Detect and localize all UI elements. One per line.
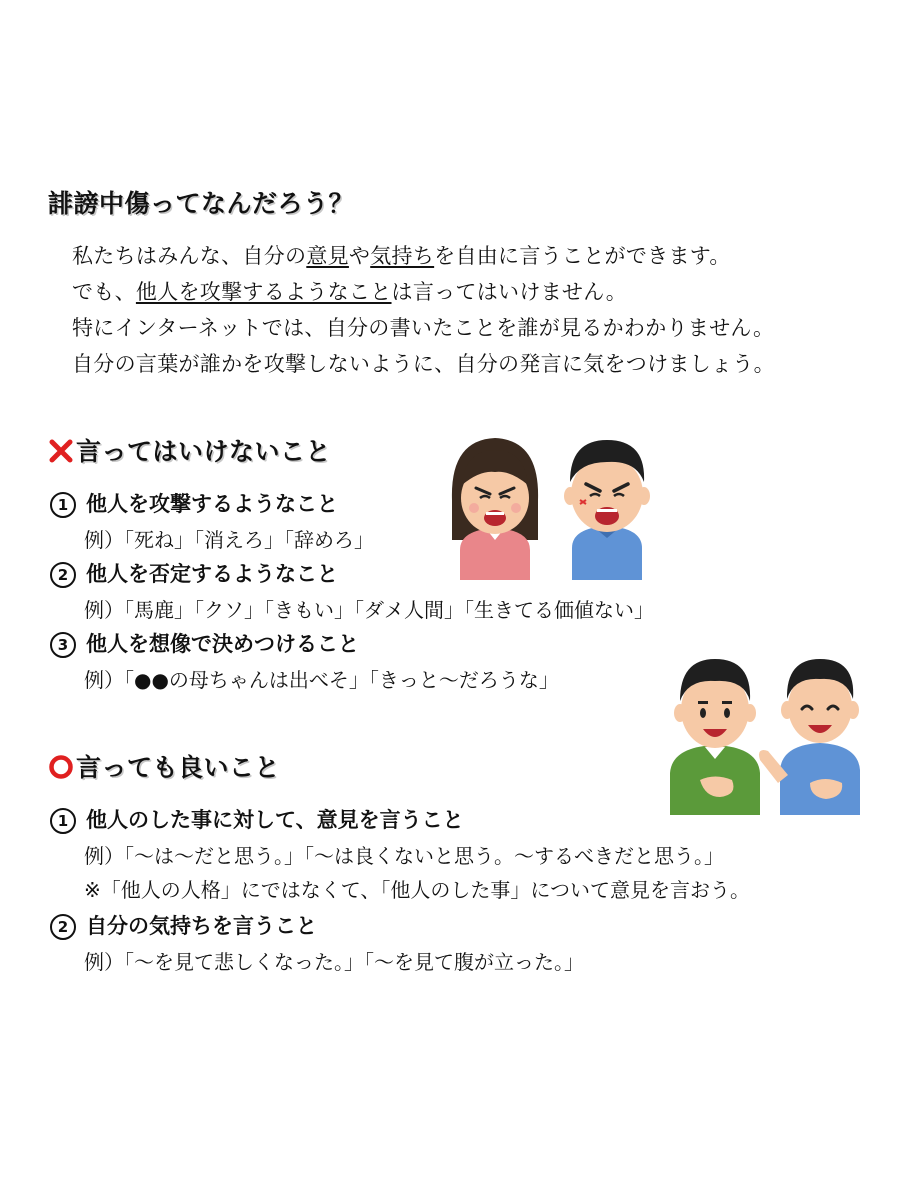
intro-underline-opinion: 意見 [306, 244, 349, 268]
circle-mark-icon [48, 754, 74, 780]
bad-item-2-example: 例）「馬鹿」「クソ」「きもい」「ダメ人間」「生きてる価値ない」 [84, 598, 654, 622]
number-badge: 3 [50, 632, 76, 658]
talking-men-illustration [660, 655, 880, 815]
good-item-2-example: 例）「～を見て悲しくなった。」「～を見て腹が立った。」 [84, 950, 584, 974]
bad-item-title: 他人を否定するようなこと [86, 562, 338, 586]
angry-girl-figure [452, 438, 538, 580]
intro-line-2 [72, 276, 627, 306]
number-badge: 1 [50, 808, 76, 834]
intro-line-4: 自分の言葉が誰かを攻撃しないように、自分の発言に気をつけましょう。 [72, 352, 775, 376]
intro-line-3: 特にインターネットでは、自分の書いたことを誰が見るかわかりません。 [72, 316, 775, 340]
intro-text: や [348, 244, 371, 268]
intro-text: は言ってはいけません。 [391, 280, 628, 304]
good-item-1-note: ※「他人の人格」にではなくて、「他人のした事」について意見を言おう。 [84, 878, 750, 902]
talking-man-blue [759, 659, 860, 815]
bad-item-3 [50, 628, 359, 658]
intro-line-1 [72, 240, 731, 270]
intro-text: を自由に言うことができます。 [434, 244, 731, 268]
good-section-heading [48, 748, 280, 784]
good-item-2 [50, 910, 317, 940]
intro-text: でも、 [72, 280, 136, 304]
cross-mark-icon [48, 438, 74, 464]
good-item-1 [50, 804, 464, 834]
talking-man-green [670, 659, 760, 815]
bad-heading-text: 言ってはいけないこと [76, 437, 332, 466]
bad-item-title: 他人を想像で決めつけること [86, 632, 359, 656]
bad-item-3-example: 例）「●●の母ちゃんは出べそ」「きっと～だろうな」 [84, 668, 559, 692]
bad-section-heading [48, 432, 331, 468]
good-item-1-example: 例）「～は～だと思う。」「～は良くないと思う。～するべきだと思う。」 [84, 844, 724, 868]
number-badge: 2 [50, 914, 76, 940]
bad-item-1-example: 例）「死ね」「消えろ」「辞めろ」 [84, 528, 374, 552]
number-badge: 1 [50, 492, 76, 518]
intro-underline-feelings: 気持ち [370, 244, 435, 268]
angry-children-illustration [440, 430, 660, 580]
angry-boy-figure [564, 440, 650, 580]
bad-item-1 [50, 488, 338, 518]
intro-text: 私たちはみんな、自分の [72, 244, 307, 268]
good-heading-text: 言っても良いこと [76, 753, 281, 782]
intro-underline-attack: 他人を攻撃するようなこと [135, 280, 392, 304]
bad-item-title: 他人を攻撃するようなこと [86, 492, 338, 516]
good-item-title: 他人のした事に対して、意見を言うこと [86, 808, 464, 832]
bad-item-2 [50, 558, 338, 588]
number-badge: 2 [50, 562, 76, 588]
good-item-title: 自分の気持ちを言うこと [86, 914, 317, 938]
page-title: 誹謗中傷ってなんだろう？ [48, 189, 355, 218]
